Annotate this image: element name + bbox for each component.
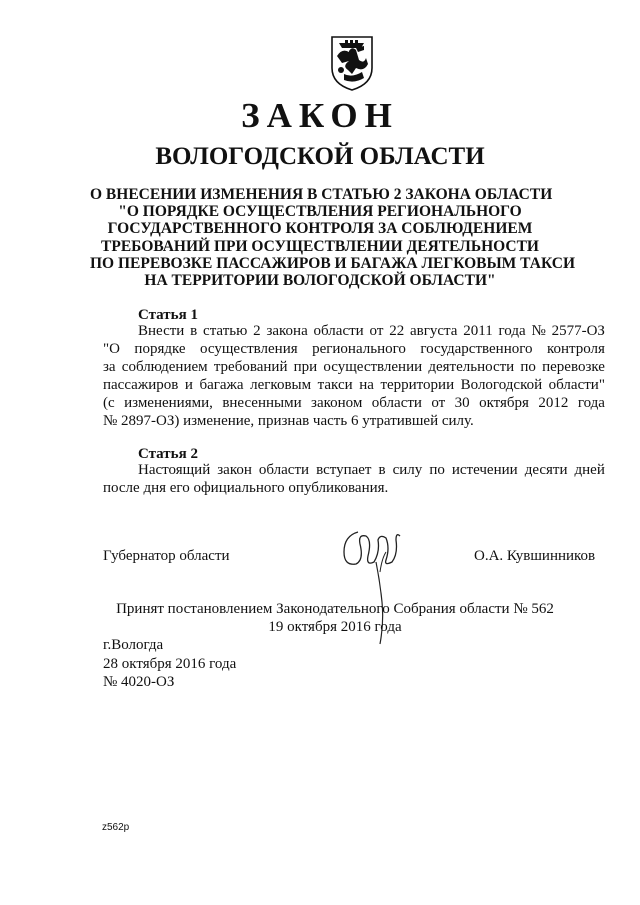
- article-1-line: Внести в статью 2 закона области от 22 августа 2011 года № 2577-ОЗ: [138, 323, 605, 339]
- article-2-body: [103, 462, 605, 498]
- governor-name: О.А. Кувшинников: [474, 548, 596, 564]
- heading-line: НА ТЕРРИТОРИИ ВОЛОГОДСКОЙ ОБЛАСТИ": [144, 272, 496, 290]
- heading-line: ТРЕБОВАНИЙ ПРИ ОСУЩЕСТВЛЕНИИ ДЕЯТЕЛЬНОСТИ: [101, 237, 539, 255]
- article-1-line: пассажиров и багажа легковым такси на территории Вологодской области": [103, 376, 605, 393]
- article-1-title: Статья 1: [138, 307, 198, 323]
- heading-line: О ВНЕСЕНИИ ИЗМЕНЕНИЯ В СТАТЬЮ 2 ЗАКОНА ОБЛАСТИ: [90, 186, 553, 203]
- article-2-line: после дня его официального опубликования.: [103, 479, 389, 496]
- signing-date: 28 октября 2016 года: [103, 655, 237, 672]
- heading-line: ПО ПЕРЕВОЗКЕ ПАССАЖИРОВ И БАГАЖА ЛЕГКОВЫМ ТАКСИ: [90, 254, 576, 272]
- article-2-line: Настоящий закон области вступает в силу по истечении десяти дней: [138, 462, 605, 478]
- article-1-body: [103, 323, 605, 430]
- article-2-title: Статья 2: [138, 446, 198, 462]
- article-1-line: "О порядке осуществления регионального государственного контроля: [103, 340, 605, 357]
- law-title: ЗАКОН: [241, 96, 399, 135]
- adoption-line-2: 19 октября 2016 года: [268, 619, 402, 635]
- adoption-line-1: Принят постановлением Законодательного Собрания области № 562: [116, 601, 554, 617]
- law-region-title: ВОЛОГОДСКОЙ ОБЛАСТИ: [155, 143, 485, 170]
- heading-line: "О ПОРЯДКЕ ОСУЩЕСТВЛЕНИЯ РЕГИОНАЛЬНОГО: [118, 203, 522, 221]
- article-1-line: (с изменениями, внесенными законом области от 30 октября 2012 года: [103, 394, 605, 411]
- law-heading: [90, 186, 576, 290]
- city: г.Вологда: [103, 637, 164, 653]
- heading-line: ГОСУДАРСТВЕННОГО КОНТРОЛЯ ЗА СОБЛЮДЕНИЕМ: [107, 220, 533, 238]
- law-number: № 4020-ОЗ: [103, 674, 175, 690]
- document-code: z562р: [102, 822, 130, 833]
- place-and-date: [103, 636, 236, 692]
- article-1-line: № 2897-ОЗ) изменение, признав часть 6 утратившей силу.: [103, 412, 474, 429]
- governor-title: Губернатор области: [103, 548, 230, 564]
- adoption-note: [0, 600, 640, 636]
- coat-of-arms-icon: [328, 34, 376, 92]
- article-1-line: за соблюдением требований при осуществлении деятельности по перевозке: [103, 358, 605, 375]
